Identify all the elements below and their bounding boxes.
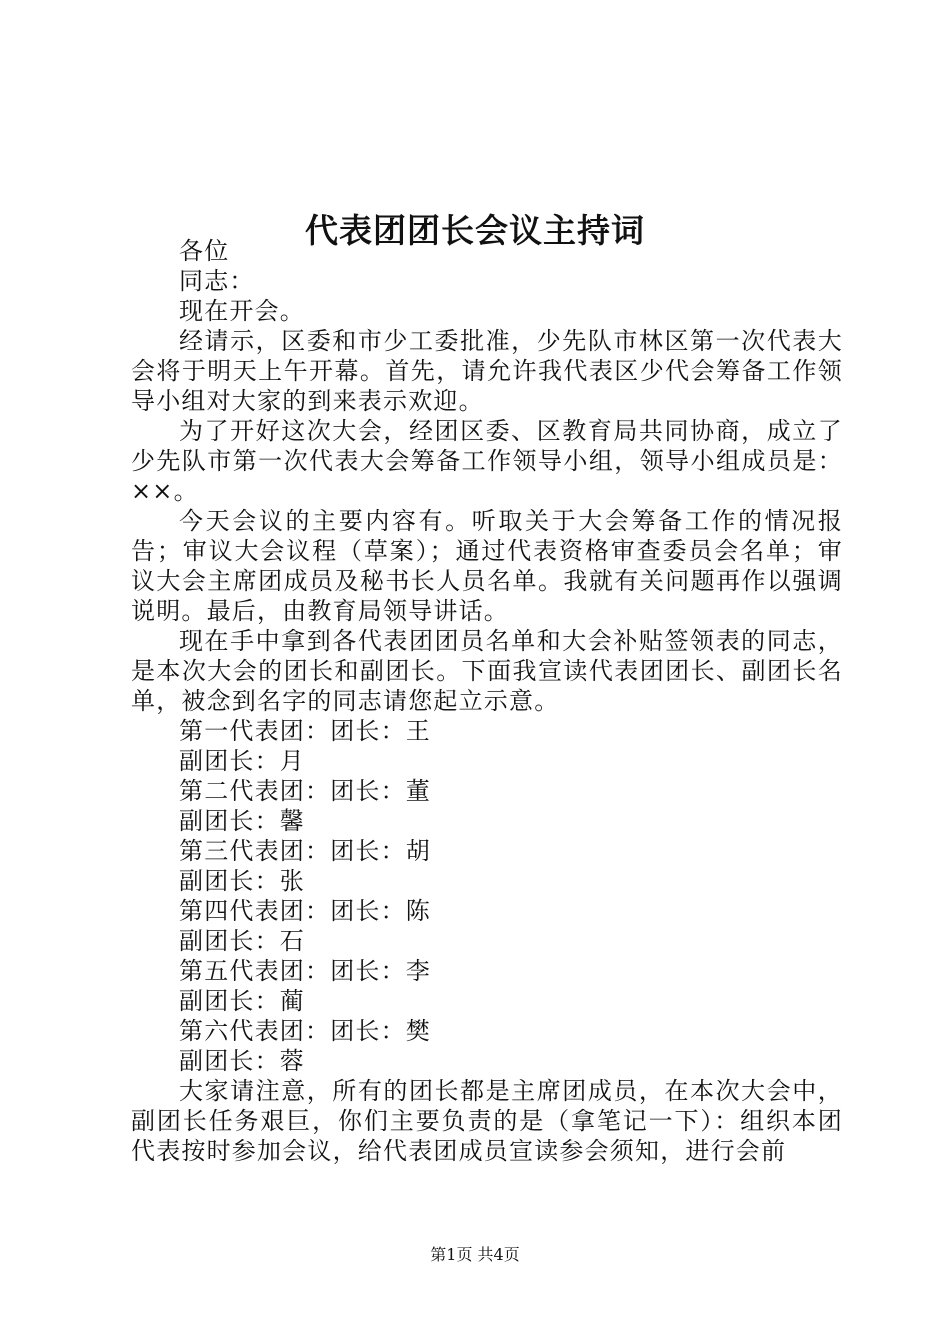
paragraph-greeting: 各位 — [179, 237, 230, 265]
paragraph-leader-intro: 现在手中拿到各代表团团员名单和大会补贴签领表的同志，是本次大会的团长和副团长。下面我宣读代表团团长、副团长名单，被念到名字的同志请您起立示意。 — [131, 627, 843, 715]
document-body — [131, 236, 843, 1166]
paragraph-opening: 现在开会。 — [179, 297, 305, 325]
paragraph-salutation: 同志： — [179, 267, 255, 295]
delegation-5-deputy: 副团长：蔺 — [179, 987, 305, 1015]
document-title: 代表团团长会议主持词 — [305, 211, 645, 251]
delegation-3-leader: 第三代表团：团长：胡 — [179, 837, 431, 865]
delegation-2-leader: 第二代表团：团长：董 — [179, 777, 431, 805]
delegation-6-deputy: 副团长：蓉 — [179, 1047, 305, 1075]
delegation-1-deputy: 副团长：月 — [179, 747, 305, 775]
delegation-5-leader: 第五代表团：团长：李 — [179, 957, 431, 985]
delegation-4-deputy: 副团长：石 — [179, 927, 305, 955]
delegation-1-leader: 第一代表团：团长：王 — [179, 717, 431, 745]
paragraph-agenda: 今天会议的主要内容有。听取关于大会筹备工作的情况报告；审议大会议程（草案）；通过代表资格审查委员会名单；审议大会主席团成员及秘书长人员名单。我就有关问题再作以强调说明。最后，由教育局领导讲话。 — [131, 507, 843, 625]
paragraph-preparation-group: 为了开好这次大会，经团区委、区教育局共同协商，成立了少先队市第一次代表大会筹备工作领导小组，领导小组成员是：××。 — [131, 417, 843, 505]
delegation-4-leader: 第四代表团：团长：陈 — [179, 897, 431, 925]
delegation-3-deputy: 副团长：张 — [179, 867, 305, 895]
paragraph-approval: 经请示，区委和市少工委批准，少先队市林区第一次代表大会将于明天上午开幕。首先，请允许我代表区少代会筹备工作领导小组对大家的到来表示欢迎。 — [131, 327, 843, 415]
paragraph-duties: 大家请注意，所有的团长都是主席团成员，在本次大会中，副团长任务艰巨，你们主要负责的是（拿笔记一下）：组织本团代表按时参加会议，给代表团成员宣读参会须知，进行会前 — [131, 1077, 843, 1165]
delegation-6-leader: 第六代表团：团长：樊 — [179, 1017, 431, 1045]
page-footer: 第1页 共4页 — [430, 1245, 520, 1264]
delegation-2-deputy: 副团长：馨 — [179, 807, 305, 835]
